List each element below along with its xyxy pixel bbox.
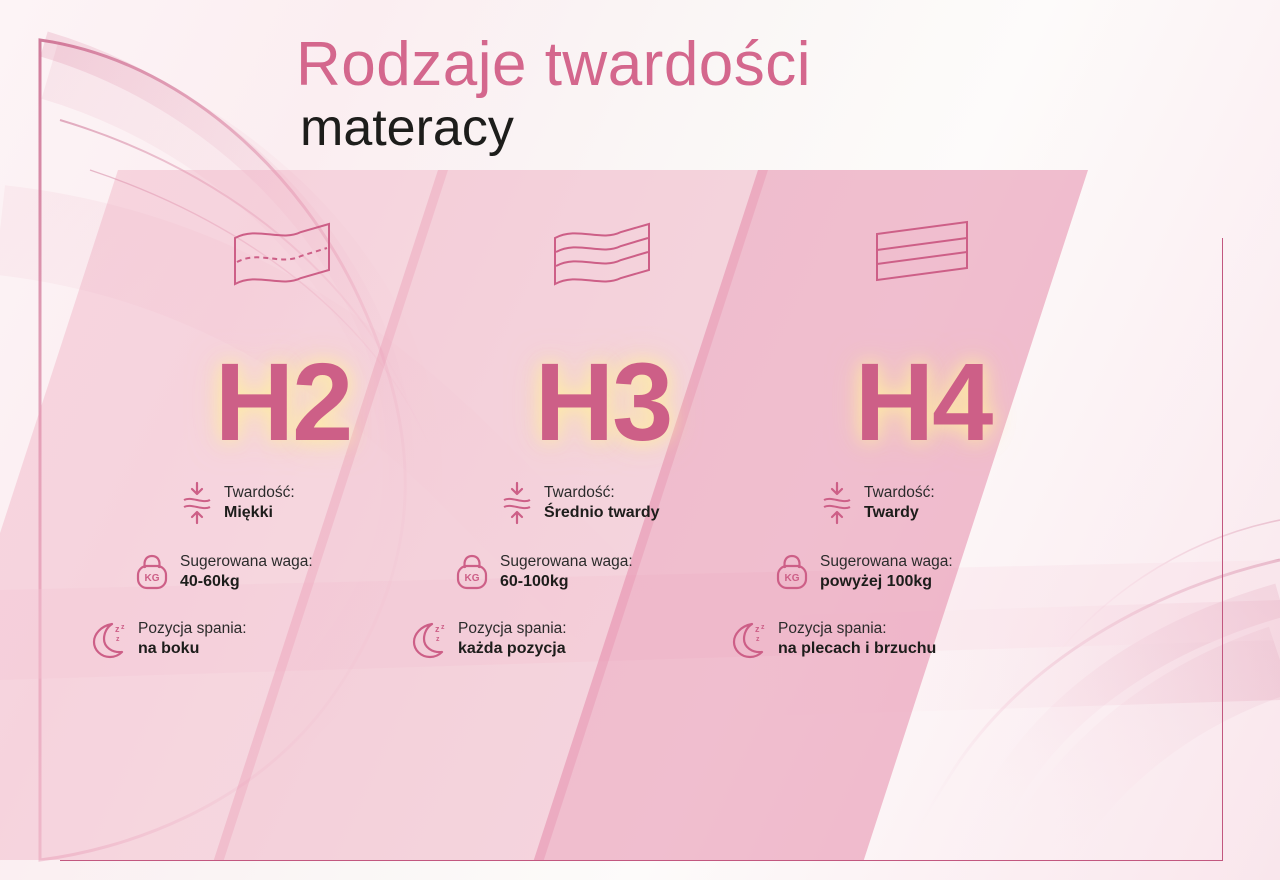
- svg-text:z: z: [756, 636, 760, 643]
- title-main: Rodzaje twardości: [296, 30, 812, 99]
- info-rows-h4: [755, 480, 1132, 686]
- compression-arrows-icon: [820, 480, 854, 526]
- hardness-code-h4: H4: [854, 341, 992, 464]
- hardness-label: Twardość:: [224, 484, 295, 502]
- weight-value: powyżej 100kg: [820, 572, 933, 590]
- position-label: Pozycja spania:: [458, 620, 567, 638]
- moon-sleep-icon: [728, 618, 768, 660]
- svg-text:z: z: [116, 636, 120, 643]
- hardness-label: Twardość:: [544, 484, 615, 502]
- position-value: na boku: [138, 639, 200, 657]
- svg-text:z: z: [121, 624, 125, 631]
- svg-text:z: z: [761, 624, 765, 631]
- svg-text:z: z: [755, 624, 760, 634]
- svg-text:z: z: [115, 624, 120, 634]
- compression-arrows-icon: [500, 480, 534, 526]
- weight-label: Sugerowana waga:: [500, 553, 633, 571]
- mattress-layers-icon: [118, 212, 448, 292]
- hardness-code-h3: H3: [534, 341, 672, 464]
- column-h2: [115, 170, 448, 860]
- hardness-value: Średnio twardy: [544, 503, 660, 521]
- moon-sleep-icon: [88, 618, 128, 660]
- hardness-value: Miękki: [224, 503, 273, 521]
- column-h4: [755, 170, 1088, 860]
- position-label: Pozycja spania:: [778, 620, 887, 638]
- hardness-code-h2: H2: [214, 341, 352, 464]
- column-h3: [435, 170, 768, 860]
- kettlebell-kg-icon: [454, 552, 490, 592]
- position-label: Pozycja spania:: [138, 620, 247, 638]
- position-value: na plecach i brzuchu: [778, 639, 937, 657]
- mattress-layers-icon: [758, 212, 1088, 292]
- compression-arrows-icon: [180, 480, 214, 526]
- kettlebell-kg-icon: [134, 552, 170, 592]
- kettlebell-kg-icon: [774, 552, 810, 592]
- weight-value: 60-100kg: [500, 572, 569, 590]
- mattress-layers-icon: [438, 212, 768, 292]
- weight-label: Sugerowana waga:: [180, 553, 313, 571]
- row-position: [728, 618, 1132, 660]
- svg-text:z: z: [441, 624, 445, 631]
- position-value: każda pozycja: [458, 639, 566, 657]
- hardness-value: Twardy: [864, 503, 919, 521]
- svg-text:KG: KG: [784, 573, 800, 584]
- weight-value: 40-60kg: [180, 572, 240, 590]
- moon-sleep-icon: [408, 618, 448, 660]
- svg-text:z: z: [436, 636, 440, 643]
- svg-text:KG: KG: [464, 573, 480, 584]
- svg-text:z: z: [435, 624, 440, 634]
- page-title: [296, 30, 812, 157]
- row-weight: [774, 552, 1132, 592]
- svg-text:KG: KG: [144, 573, 160, 584]
- title-sub: materacy: [300, 99, 514, 157]
- weight-label: Sugerowana waga:: [820, 553, 953, 571]
- hardness-label: Twardość:: [864, 484, 935, 502]
- row-hardness: [820, 480, 1132, 526]
